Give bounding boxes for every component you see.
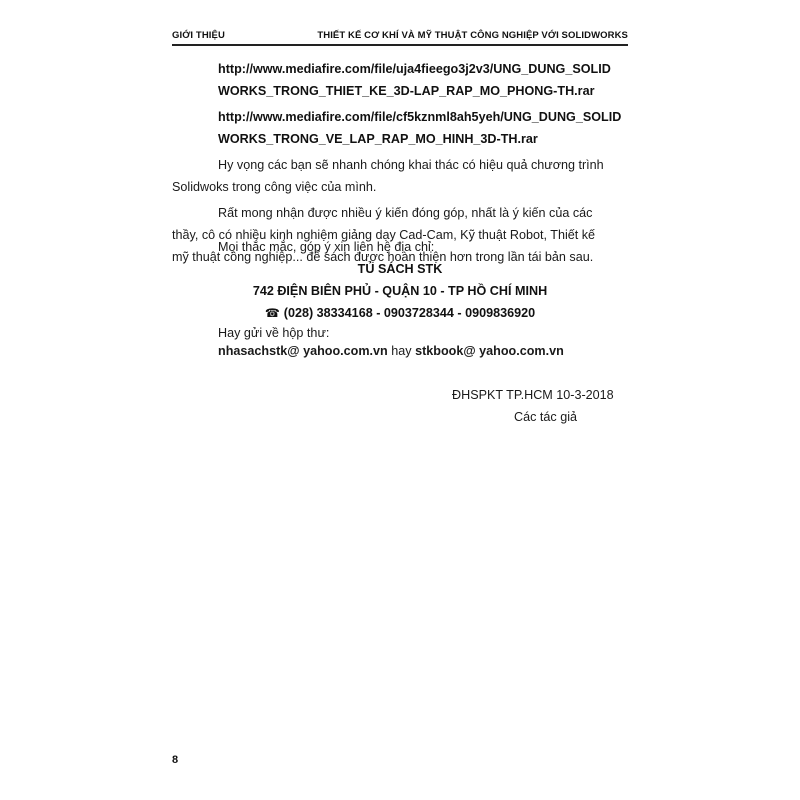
contact-address: 742 ĐIỆN BIÊN PHỦ - QUẬN 10 - TP HỒ CHÍ MINH	[252, 284, 548, 298]
contact-phones-line	[172, 302, 628, 324]
download-link-1-line2: WORKS_TRONG_THIET_KE_3D-LAP_RAP_MO_PHONG-TH.rar	[218, 84, 595, 98]
contact-phones: (028) 38334168 - 0903728344 - 0909836920	[283, 306, 536, 320]
page-number: 8	[172, 754, 179, 766]
download-link-1-line1: http://www.mediafire.com/file/uja4fieego3j2v3/UNG_DUNG_SOLID	[218, 62, 611, 76]
header-rule	[172, 44, 628, 46]
paragraph-1-line1: Hy vọng các bạn sẽ nhanh chóng khai thác có hiệu quả chương trình	[218, 158, 604, 172]
contact-intro: Mọi thắc mắc, góp ý xin liên hệ địa chỉ:	[218, 240, 435, 254]
contact-name: TỦ SÁCH STK	[357, 262, 443, 276]
paragraph-2-line3: mỹ thuật công nghiệp... để sách được hoàn thiện hơn trong lần tái bản sau.	[172, 250, 594, 264]
download-link-2-line1: http://www.mediafire.com/file/cf5kznml8ah5yeh/UNG_DUNG_SOLID	[218, 110, 622, 124]
signature-authors: Các tác giả	[514, 410, 577, 424]
signature-place-date: ĐHSPKT TP.HCM 10-3-2018	[452, 388, 614, 402]
email-1: nhasachstk@ yahoo.com.vn	[218, 344, 388, 358]
header-section-title: GIỚI THIỆU	[172, 30, 225, 41]
email-2: stkbook@ yahoo.com.vn	[415, 344, 564, 358]
telephone-icon: ☎	[264, 306, 280, 320]
header-book-title: THIẾT KẾ CƠ KHÍ VÀ MỸ THUẬT CÔNG NGHIỆP VỚI SOLIDWORKS	[317, 30, 628, 41]
running-header	[172, 28, 628, 44]
paragraph-2-line1: Rất mong nhận được nhiều ý kiến đóng góp, nhất là ý kiến của các	[218, 206, 593, 220]
email-line	[218, 340, 618, 362]
download-link-2-line2: WORKS_TRONG_VE_LAP_RAP_MO_HINH_3D-TH.rar	[218, 132, 538, 146]
paragraph-2-line2: thầy, cô có nhiều kinh nghiệm giảng dạy Cad-Cam, Kỹ thuật Robot, Thiết kế	[172, 228, 596, 242]
mail-intro: Hay gửi về hộp thư:	[218, 326, 330, 340]
paragraph-1-line2: Solidwoks trong công việc của mình.	[172, 180, 377, 194]
email-separator: hay	[387, 344, 416, 358]
